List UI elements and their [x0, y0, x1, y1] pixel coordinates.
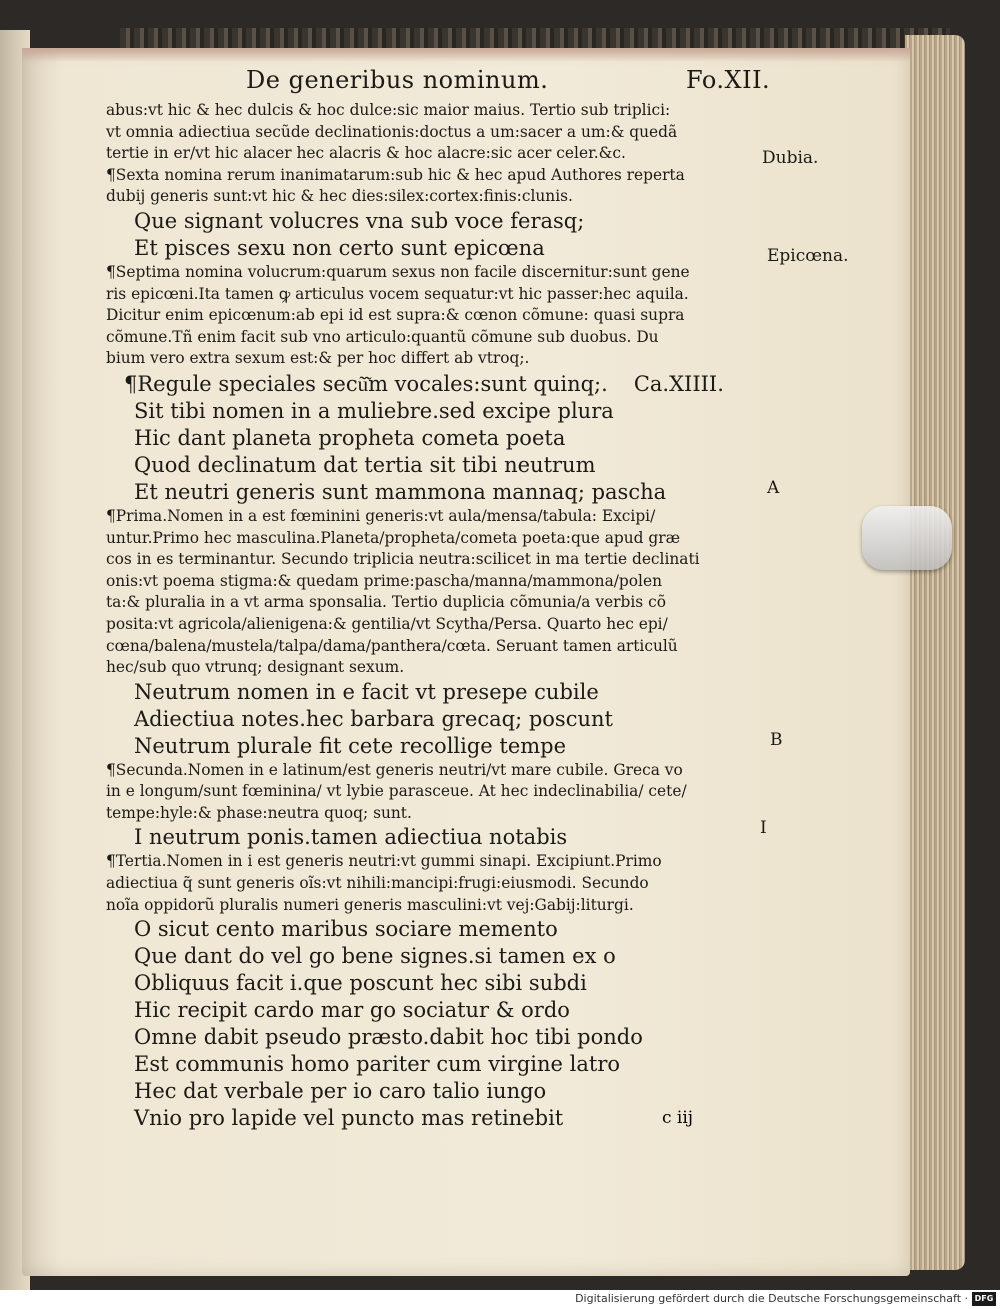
verse-line: Que dant do vel go bene signes.si tamen ex o: [134, 944, 616, 969]
book-cover-top: [120, 28, 950, 50]
verse-line: Et neutri generis sunt mammona mannaq; pascha: [134, 479, 667, 504]
verse-line: Sit tibi nomen in a muliebre.sed excipe plura: [134, 398, 614, 423]
prose-line: vt omnia adiectiua secũde declinationis:doctus a um:sacer a um:& quedã: [106, 122, 678, 141]
printed-page: [22, 48, 910, 1276]
verse-line: Adiectiua notes.hec barbara grecaq; poscunt: [134, 706, 613, 731]
prose-line: dubij generis sunt:vt hic & hec dies:silex:cortex:finis:clunis.: [106, 187, 573, 206]
page-text-block: [106, 66, 806, 1132]
prose-line: adiectiua q̃ sunt generis oĩs:vt nihili:mancipi:frugi:eiusmodi. Secundo: [106, 874, 649, 893]
prose-line: cos in es terminantur. Secundo triplicia neutra:scilicet in ma tertie declinati: [106, 550, 700, 569]
prose-line: ta:& pluralia in a vt arma sponsalia. Tertio duplicia cõmunia/a verbis cõ: [106, 593, 666, 612]
prose-line: ¶Prima.Nomen in a est fœminini generis:vt aula/mensa/tabula: Excipi/: [106, 506, 656, 525]
page-header: [106, 66, 806, 100]
prose-line: untur.Primo hec masculina.Planeta/propheta/cometa poeta:que apud græ: [106, 528, 681, 547]
verse-line: Est communis homo pariter cum virgine latro: [134, 1052, 621, 1077]
margin-note-epicoena: Epicœna.: [767, 246, 849, 266]
prose-line: hec/sub quo vtrunq; designant sexum.: [106, 658, 405, 677]
chapter-heading-text: ¶Regule speciales secũ͂m vocales:sunt quinq;.: [124, 371, 608, 396]
margin-note-a: A: [767, 478, 780, 498]
signature-mark: c iij: [662, 1108, 694, 1128]
verse-line: Omne dabit pseudo præsto.dabit hoc tibi pondo: [134, 1025, 643, 1050]
prose-line: ris epicœni.Ita tamen ꝙ articulus vocem sequatur:vt hic passer:hec aquila.: [106, 284, 689, 303]
page-block-edge: [905, 35, 965, 1270]
prose-line: bium vero extra sexum est:& per hoc differt ab vtroq;.: [106, 349, 530, 368]
margin-note-i: I: [760, 818, 767, 838]
margin-note-dubia: Dubia.: [762, 148, 819, 168]
running-head: De generibus nominum.: [246, 66, 549, 94]
prose-line: onis:vt poema stigma:& quedam prime:pascha/manna/mammona/polen: [106, 571, 662, 590]
prose-line: noĩa oppidorũ pluralis numeri generis masculini:vt vej:Gabij:liturgi.: [106, 895, 634, 914]
prose-line: posita:vt agricola/alienigena:& gentilia/vt Scytha/Persa. Quarto hec epi/: [106, 614, 668, 633]
verse-line: Vnio pro lapide vel puncto mas retinebit: [134, 1106, 564, 1131]
page-clip: [862, 506, 952, 570]
prose-line: ¶Secunda.Nomen in e latinum/est generis neutri/vt mare cubile. Greca vo: [106, 760, 683, 779]
verse-line: O sicut cento maribus sociare memento: [134, 917, 558, 942]
verse-line: Obliquus facit i.que poscunt hec sibi subdi: [134, 971, 587, 996]
prose-line: ¶Tertia.Nomen in i est generis neutri:vt gummi sinapi. Excipiunt.Primo: [106, 852, 662, 871]
chapter-number: Ca.XIIII.: [633, 371, 724, 396]
verse-line: Hic dant planeta propheta cometa poeta: [134, 425, 566, 450]
text-lines: [106, 100, 806, 1132]
verse-line: Et pisces sexu non certo sunt epicœna: [134, 235, 545, 260]
page-top-tint: [22, 48, 910, 62]
footer-bar: [0, 1290, 1000, 1309]
prose-line: abus:vt hic & hec dulcis & hoc dulce:sic maior maius. Tertio sub triplici:: [106, 101, 671, 119]
verse-line: Que signant volucres vna sub voce ferasq;: [134, 208, 585, 233]
prose-line: ¶Sexta nomina rerum inanimatarum:sub hic & hec apud Authores reperta: [106, 165, 685, 184]
verse-line: Hic recipit cardo mar go sociatur & ordo: [134, 998, 570, 1023]
prose-line: ¶Septima nomina volucrum:quarum sexus non facile discernitur:sunt gene: [106, 262, 690, 281]
prose-line: tempe:hyle:& phase:neutra quoq; sunt.: [106, 803, 412, 822]
verse-line: Quod declinatum dat tertia sit tibi neutrum: [134, 452, 596, 477]
folio-number: Fo.XII.: [686, 66, 771, 94]
prose-line: in e longum/sunt fœminina/ vt lybie parasceue. At hec indeclinabilia/ cete/: [106, 782, 687, 801]
margin-note-b: B: [770, 730, 783, 750]
prose-line: tertie in er/vt hic alacer hec alacris & hoc alacre:sic acer celer.&c.: [106, 144, 626, 163]
prose-line: cõmune.Tñ enim facit sub vno articulo:quantũ cõmune sub duobus. Du: [106, 327, 659, 346]
verse-line: I neutrum ponis.tamen adiectiua notabis: [134, 825, 568, 850]
verse-line: Hec dat verbale per io caro talio iungo: [134, 1079, 547, 1104]
prose-line: cœna/balena/mustela/talpa/dama/panthera/cœta. Seruant tamen articulũ: [106, 636, 678, 655]
verse-line: Neutrum plurale fit cete recollige tempe: [134, 733, 567, 758]
chapter-heading: [124, 370, 806, 398]
dfg-logo: DFG: [972, 1292, 996, 1306]
verse-line: Neutrum nomen in e facit vt presepe cubile: [134, 679, 599, 704]
prose-line: Dicitur enim epicœnum:ab epi id est supra:& cœnon cõmune: quasi supra: [106, 306, 685, 325]
funding-credit: Digitalisierung gefördert durch die Deutsche Forschungsgemeinschaft ·: [575, 1292, 968, 1305]
